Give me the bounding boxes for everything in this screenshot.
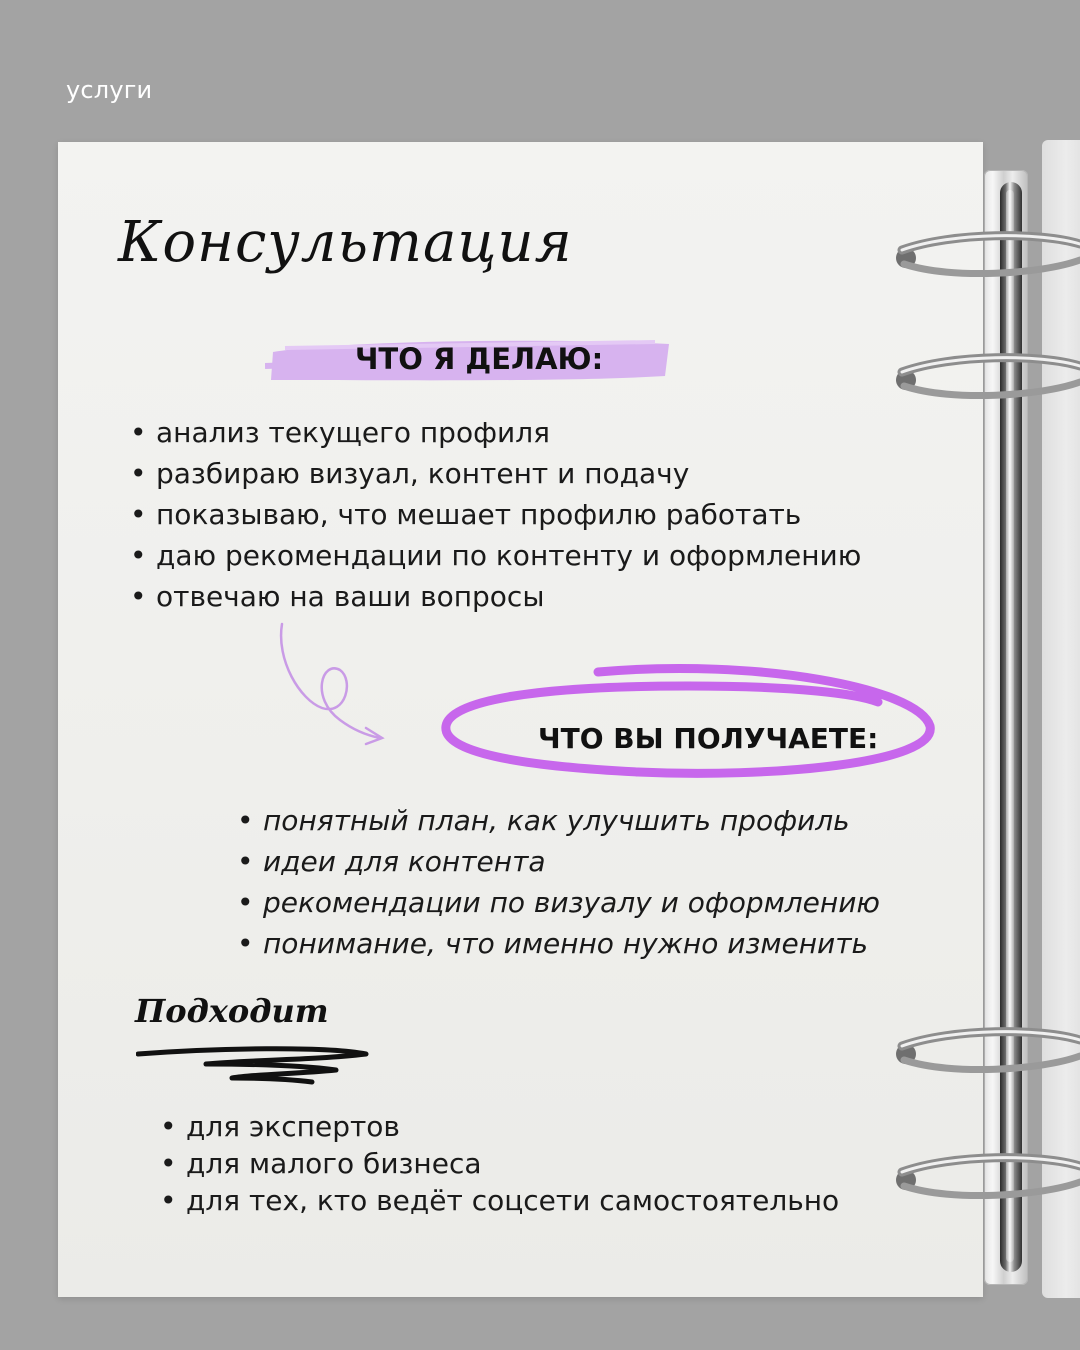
list-item: • даю рекомендации по контенту и оформлению [130, 535, 861, 576]
scribble-underline-icon [136, 1042, 376, 1092]
what-i-do-heading: ЧТО Я ДЕЛАЮ: [355, 342, 604, 376]
list-item: • анализ текущего профиля [130, 412, 861, 453]
what-i-do-list [130, 412, 861, 617]
list-item: • понимание, что именно нужно изменить [237, 923, 880, 964]
binder-ring-icon [892, 1026, 1080, 1082]
binder-ring-icon [892, 230, 1080, 286]
curly-arrow-icon [270, 620, 400, 750]
list-item: • показываю, что мешает профилю работать [130, 494, 861, 535]
binder-rod [1000, 182, 1022, 1272]
list-item: • для малого бизнеса [160, 1145, 839, 1182]
list-item: • разбираю визуал, контент и подачу [130, 453, 861, 494]
binder-back-board [1042, 140, 1080, 1298]
list-item: • отвечаю на ваши вопросы [130, 576, 861, 617]
list-item: • понятный план, как улучшить профиль [237, 800, 880, 841]
what-you-get-list [237, 800, 880, 964]
fits-list [160, 1108, 839, 1219]
list-item: • рекомендации по визуалу и оформлению [237, 882, 880, 923]
fits-heading: Подходит [135, 992, 329, 1030]
binder-ring-icon [892, 1152, 1080, 1208]
page-title: Консультация [118, 210, 573, 275]
what-you-get-heading: ЧТО ВЫ ПОЛУЧАЕТЕ: [538, 722, 879, 755]
list-item: • для тех, кто ведёт соцсети самостоятельно [160, 1182, 839, 1219]
list-item: • для экспертов [160, 1108, 839, 1145]
list-item: • идеи для контента [237, 841, 880, 882]
service-tag: услуги [66, 76, 153, 104]
binder-ring-icon [892, 352, 1080, 408]
